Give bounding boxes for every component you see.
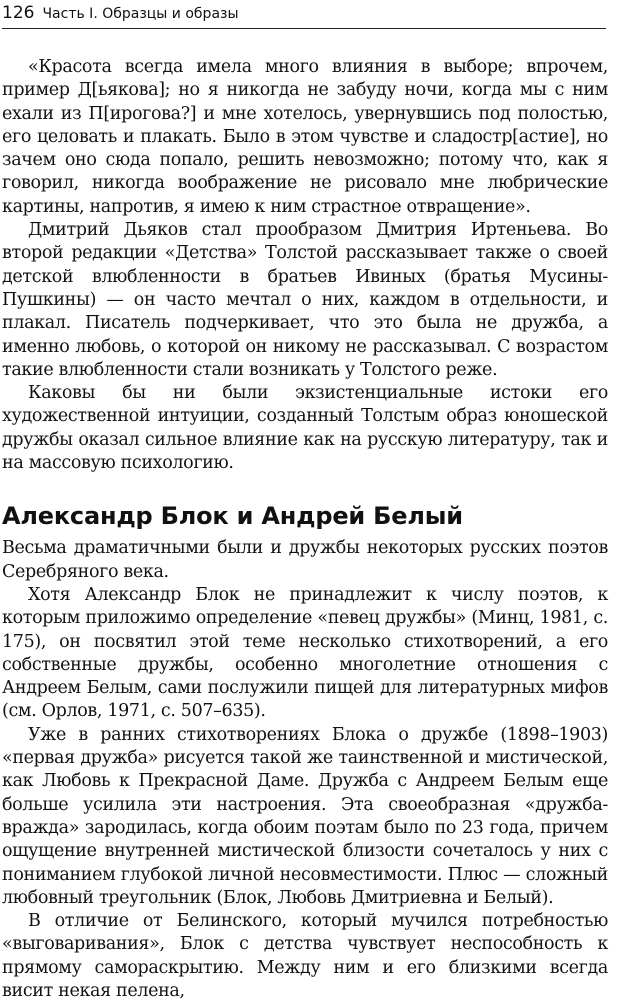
- paragraph: В отличие от Белинского, который мучился потребностью «выговаривания», Блок с детства чувствует неспособность к прямому самораскрытию. Между ним и его близкими всегда висит некая пелена,: [2, 911, 608, 1001]
- running-title: Часть I. Образцы и образы: [42, 6, 239, 22]
- running-header: [2, 2, 606, 29]
- paragraph: Дмитрий Дьяков стал прообразом Дмитрия Иртеньева. Во второй редакции «Детства» Толстой рассказывает также о своей детской влюбленности в братьев Ивиных (братья Мусины-Пушкины) — он часто мечтал о них, каждом в отдельности, и плакал. Писатель подчеркивает, что это была не дружба, а именно любовь, о которой он никому не рассказывал. С возрастом такие влюбленности стали возникать у Толстого реже.: [2, 220, 608, 380]
- paragraph: Уже в ранних стихотворениях Блока о дружбе (1898–1903) «первая дружба» рисуется такой же таинственной и мистической, как Любовь к Прекрасной Даме. Дружба с Андреем Белым еще больше усилила эти настроения. Эта своеобразная «дружба-вражда» зародилась, когда обоим поэтам было по 23 года, причем ощущение внутренней мистической близости сочеталось у них с пониманием глубокой личной несовместимости. Плюс — сложный любовный треугольник (Блок, Любовь Дмитриевна и Белый).: [2, 724, 608, 908]
- body-text: [2, 56, 608, 1003]
- page-number: 126: [2, 3, 35, 23]
- paragraph: Весьма драматичными были и дружбы некоторых русских поэтов Серебряного века.: [2, 538, 608, 582]
- paragraph-quote: «Красота всегда имела много влияния в выборе; впрочем, пример Д[ьякова]; но я никогда не забуду ночи, когда мы с ним ехали из П[ирогова?] и мне хотелось, увернувшись под полостью, его целовать и плакать. Было в этом чувстве и сладостр[астие], но зачем оно сюда попало, решить невозможно; потому что, как я говорил, никогда воображение не рисовало мне любрические картины, напротив, я имею к ним страстное отвращение».: [2, 57, 608, 217]
- section-heading: Александр Блок и Андрей Белый: [2, 502, 463, 531]
- paragraph: Каковы бы ни были экзистенциальные истоки его художественной интуиции, созданный Толстым образ юношеской дружбы оказал сильное влияние как на русскую литературу, так и на массовую психологию.: [2, 383, 608, 474]
- paragraph: Хотя Александр Блок не принадлежит к числу поэтов, к которым приложимо определение «певец дружбы» (Минц, 1981, с. 175), он посвятил этой теме несколько стихотворений, а его собственные дружбы, особенно многолетние отношения с Андреем Белым, сами послужили пищей для литературных мифов (см. Орлов, 1971, с. 507–635).: [2, 584, 608, 722]
